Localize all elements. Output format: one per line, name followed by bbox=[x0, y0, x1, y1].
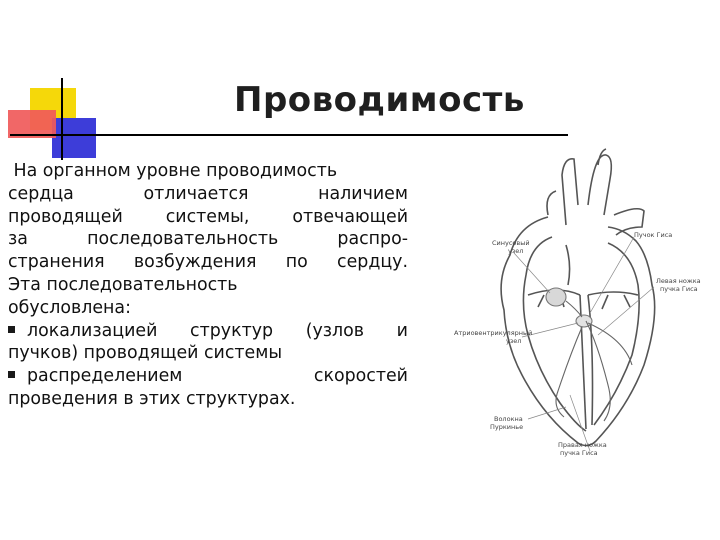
square-bullet-icon bbox=[8, 371, 15, 378]
label-line: Пуркинье bbox=[490, 423, 524, 431]
heart-outline-icon bbox=[501, 149, 655, 446]
body-line: странения возбуждения по сердцу. bbox=[8, 252, 408, 273]
label-bundle-his: Пучок Гиса bbox=[634, 231, 673, 239]
body-line bbox=[8, 274, 348, 297]
body-text bbox=[8, 160, 408, 411]
body-line-text: На органном уровне проводимость bbox=[13, 161, 338, 181]
bullet-text: локализацией структур (узлов и bbox=[27, 320, 408, 341]
bullet-continuation: проведения в этих структурах. bbox=[8, 388, 296, 409]
bullet-text: распределением скоростей bbox=[27, 366, 408, 387]
label-line: Правая ножка bbox=[558, 441, 607, 449]
body-line: проводящей системы, отвечающей bbox=[8, 206, 408, 227]
bullet-continuation: пучков) проводящей системы bbox=[8, 343, 283, 364]
body-line: сердца отличается наличием bbox=[8, 183, 408, 204]
label-line: Волокна bbox=[494, 415, 523, 423]
heart-conduction-diagram bbox=[448, 145, 720, 470]
slide-title: Проводимость bbox=[234, 80, 525, 120]
square-bullet-icon bbox=[8, 326, 15, 333]
sinus-node-icon bbox=[546, 288, 566, 306]
av-node-icon bbox=[576, 315, 592, 327]
label-line: пучка Гиса bbox=[560, 449, 598, 457]
label-line: узел bbox=[508, 247, 524, 255]
label-left-branch bbox=[656, 277, 703, 293]
bullet-item bbox=[8, 365, 408, 388]
label-line: Левая ножка bbox=[656, 277, 701, 285]
deco-red-square bbox=[8, 110, 56, 138]
body-line: за последовательность распро- bbox=[8, 229, 408, 250]
bullet-item bbox=[8, 320, 408, 343]
label-line: Атриовентрикулярный bbox=[454, 329, 533, 337]
body-line-text: Эта последовательность bbox=[8, 274, 238, 295]
label-sinus-node bbox=[492, 239, 532, 255]
label-purkinje bbox=[490, 415, 525, 431]
body-line: обусловлена: bbox=[8, 297, 131, 318]
label-line: узел bbox=[506, 337, 522, 345]
label-line: Синусовый bbox=[492, 239, 530, 247]
label-right-branch bbox=[558, 441, 609, 457]
label-line: пучка Гиса bbox=[660, 285, 698, 293]
deco-blue-square bbox=[52, 118, 96, 158]
body-line bbox=[8, 160, 408, 183]
